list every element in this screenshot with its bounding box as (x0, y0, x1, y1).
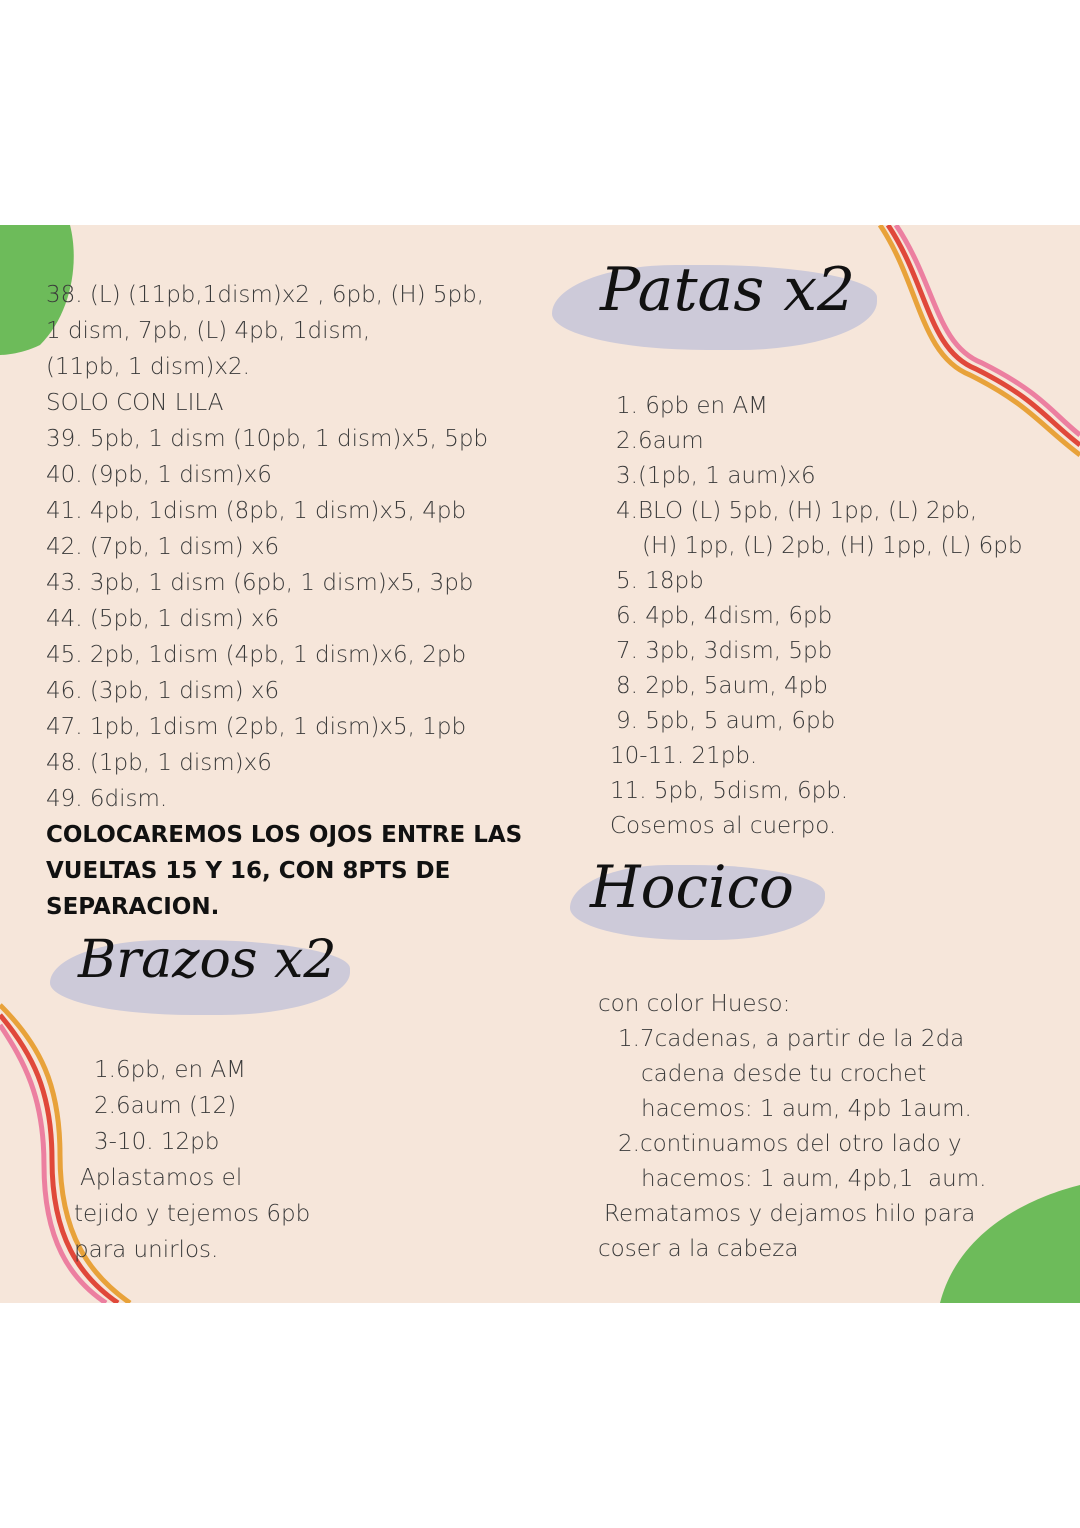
pattern-row: 47. 1pb, 1dism (2pb, 1 dism)x5, 1pb (46, 714, 467, 740)
pattern-row: 5. 18pb (616, 568, 704, 594)
pattern-row: 39. 5pb, 1 dism (10pb, 1 dism)x5, 5pb (46, 426, 489, 452)
pattern-row: 9. 5pb, 5 aum, 6pb (616, 708, 836, 734)
pattern-row: hacemos: 1 aum, 4pb 1aum. (641, 1096, 972, 1122)
pattern-row: 1.7cadenas, a partir de la 2da (618, 1026, 965, 1052)
pattern-row: 3-10. 12pb (94, 1129, 220, 1155)
pattern-row: Rematamos y dejamos hilo para (604, 1201, 976, 1227)
pattern-row: 1. 6pb en AM (616, 393, 769, 419)
eyes-note: SEPARACION. (46, 894, 220, 920)
pattern-row: 7. 3pb, 3dism, 5pb (616, 638, 833, 664)
pattern-row: 46. (3pb, 1 dism) x6 (46, 678, 280, 704)
eyes-note: COLOCAREMOS LOS OJOS ENTRE LAS (46, 822, 523, 848)
patas-title: Patas x2 (600, 255, 856, 325)
pattern-row: 2.6aum (12) (94, 1093, 237, 1119)
pattern-row: 42. (7pb, 1 dism) x6 (46, 534, 280, 560)
pattern-row: 44. (5pb, 1 dism) x6 (46, 606, 280, 632)
pattern-row: 41. 4pb, 1dism (8pb, 1 dism)x5, 4pb (46, 498, 467, 524)
hocico-title: Hocico (590, 853, 794, 921)
pattern-row: coser a la cabeza (598, 1236, 799, 1262)
pattern-row: SOLO CON LILA (46, 390, 224, 416)
patas-list (610, 389, 1023, 844)
pattern-row: 11. 5pb, 5dism, 6pb. (610, 778, 849, 804)
pattern-row: (11pb, 1 dism)x2. (46, 354, 250, 380)
pattern-row: (H) 1pp, (L) 2pb, (H) 1pp, (L) 6pb (642, 533, 1023, 559)
pattern-row: Cosemos al cuerpo. (610, 813, 837, 839)
pattern-row: 10-11. 21pb. (610, 743, 758, 769)
pattern-row: Aplastamos el (80, 1165, 243, 1191)
pattern-page (0, 225, 1080, 1303)
pattern-row: 3.(1pb, 1 aum)x6 (616, 463, 816, 489)
pattern-row: 38. (L) (11pb,1dism)x2 , 6pb, (H) 5pb, (46, 282, 485, 308)
pattern-row: para unirlos. (74, 1237, 219, 1263)
pattern-row: 2.6aum (616, 428, 704, 454)
left-column (46, 277, 522, 925)
pattern-row: 48. (1pb, 1 dism)x6 (46, 750, 272, 776)
eyes-note: VUELTAS 15 Y 16, CON 8PTS DE (46, 858, 451, 884)
pattern-row: hacemos: 1 aum, 4pb,1 aum. (641, 1166, 987, 1192)
pattern-row: 45. 2pb, 1dism (4pb, 1 dism)x6, 2pb (46, 642, 467, 668)
pattern-row: 2.continuamos del otro lado y (618, 1131, 962, 1157)
brazos-title: Brazos x2 (78, 930, 337, 990)
pattern-row: con color Hueso: (598, 991, 791, 1017)
pattern-row: 1.6pb, en AM (94, 1057, 247, 1083)
pattern-row: 43. 3pb, 1 dism (6pb, 1 dism)x5, 3pb (46, 570, 474, 596)
pattern-row: 40. (9pb, 1 dism)x6 (46, 462, 272, 488)
hocico-list (598, 987, 986, 1267)
pattern-row: tejido y tejemos 6pb (74, 1201, 311, 1227)
pattern-row: 4.BLO (L) 5pb, (H) 1pp, (L) 2pb, (616, 498, 978, 524)
brazos-list (74, 1052, 311, 1268)
pattern-row: cadena desde tu crochet (641, 1061, 927, 1087)
pattern-row: 49. 6dism. (46, 786, 168, 812)
pattern-row: 6. 4pb, 4dism, 6pb (616, 603, 833, 629)
pattern-row: 8. 2pb, 5aum, 4pb (616, 673, 828, 699)
pattern-row: 1 dism, 7pb, (L) 4pb, 1dism, (46, 318, 371, 344)
